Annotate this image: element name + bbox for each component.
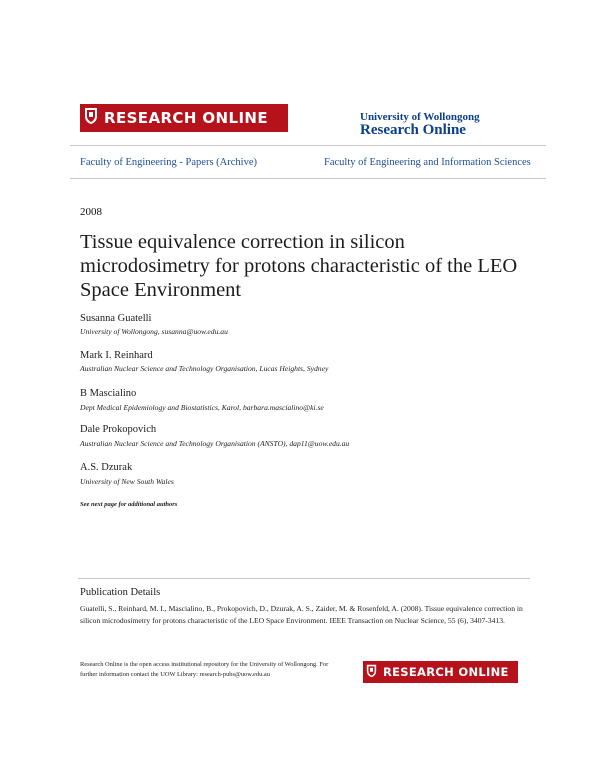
author-name[interactable]: Mark I. Reinhard xyxy=(80,350,153,361)
repository-footer-text: Research Online is the open access institutional repository for the University of Wollongong. For further information contact the UOW Library: research-pubs@uow.edu.au xyxy=(80,661,329,678)
author-affiliation: University of New South Wales xyxy=(80,477,174,486)
faculty-link[interactable]: Faculty of Engineering and Information Sciences xyxy=(324,157,531,168)
publication-details-heading: Publication Details xyxy=(80,587,161,598)
research-online-footer-logo[interactable] xyxy=(363,661,518,683)
author-name[interactable]: Susanna Guatelli xyxy=(80,313,152,324)
publication-year: 2008 xyxy=(80,206,102,218)
uow-research-online[interactable]: Research Online xyxy=(360,122,466,138)
see-next-page-note: See next page for additional authors xyxy=(80,501,178,508)
author-name[interactable]: Dale Prokopovich xyxy=(80,424,157,435)
uow-shield-icon xyxy=(84,107,98,129)
author-affiliation: University of Wollongong, susanna@uow.edu.au xyxy=(80,327,228,336)
research-online-logo[interactable] xyxy=(80,104,288,132)
logo-text: RESEARCH ONLINE xyxy=(383,665,509,679)
author-affiliation: Australian Nuclear Science and Technology Organisation (ANSTO), dap11@uow.edu.au xyxy=(80,439,350,448)
uow-shield-icon xyxy=(366,664,377,681)
nav-divider xyxy=(70,178,546,179)
author-name[interactable]: A.S. Dzurak xyxy=(80,462,133,473)
logo-text: RESEARCH ONLINE xyxy=(104,109,269,127)
uow-name[interactable]: University of Wollongong xyxy=(360,111,480,123)
author-affiliation: Australian Nuclear Science and Technology Organisation, Lucas Heights, Sydney xyxy=(80,364,329,373)
paper-title: Tissue equivalence correction in silicon microdosimetry for protons characteristic of the LEO Space Environment xyxy=(80,231,518,301)
header-divider xyxy=(70,145,546,146)
author-affiliation: Dept Medical Epidemiology and Biostatistics, Karol, barbara.mascialino@ki.se xyxy=(80,403,324,412)
author-name[interactable]: B Mascialino xyxy=(80,388,137,399)
publication-divider xyxy=(78,578,530,579)
publication-details-text: Guatelli, S., Reinhard, M. I., Mascialino, B., Prokopovich, D., Dzurak, A. S., Zaider, M. & Rosenfeld, A. (2008). Tissue equivalence correction in silicon microdosimetry for protons characteristic of the LEO Space Environment. IEEE Transaction on Nuclear Science, 55 (6), 3407-3413. xyxy=(80,604,523,625)
papers-archive-link[interactable]: Faculty of Engineering - Papers (Archive) xyxy=(80,157,257,168)
